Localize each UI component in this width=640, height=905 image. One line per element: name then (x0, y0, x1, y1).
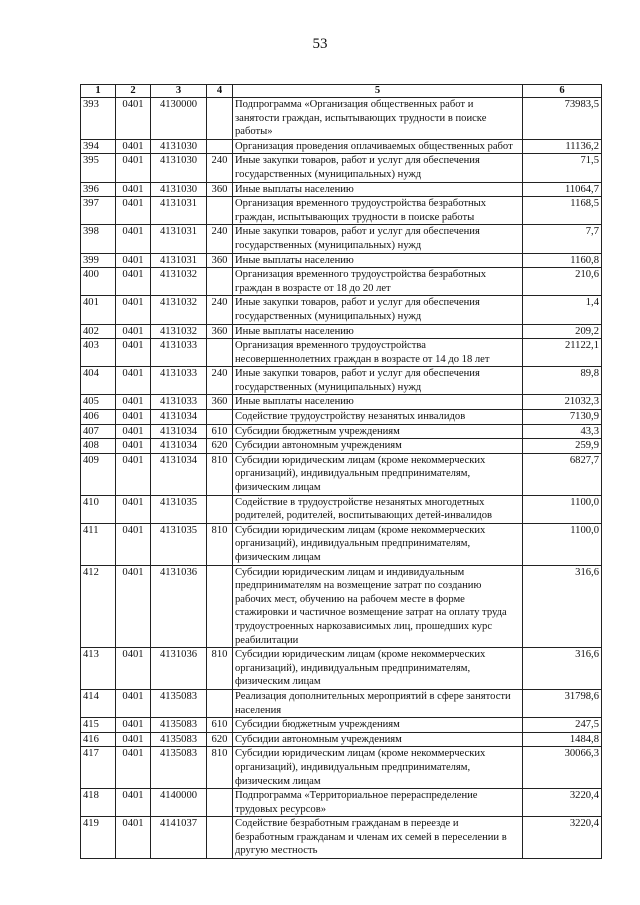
expense-type-code (207, 817, 233, 859)
amount: 1100,0 (523, 523, 602, 565)
item-name: Субсидии юридическим лицам (кроме некоммерческих организаций), индивидуальным предпринимателям, физическим лицам (233, 747, 523, 789)
table-row (81, 225, 602, 253)
item-name: Субсидии бюджетным учреждениям (233, 718, 523, 733)
expense-type-code: 610 (207, 718, 233, 733)
target-article-code: 4131034 (151, 439, 207, 454)
target-article-code: 4141037 (151, 817, 207, 859)
amount: 7130,9 (523, 410, 602, 425)
amount: 209,2 (523, 324, 602, 339)
target-article-code: 4131030 (151, 139, 207, 154)
item-name: Субсидии автономным учреждениям (233, 732, 523, 747)
table-row (81, 817, 602, 859)
table-body (81, 98, 602, 859)
section-code: 0401 (116, 747, 151, 789)
table-row (81, 747, 602, 789)
row-number: 407 (81, 424, 116, 439)
table-row (81, 296, 602, 324)
amount: 316,6 (523, 648, 602, 690)
section-code: 0401 (116, 732, 151, 747)
row-number: 418 (81, 789, 116, 817)
item-name: Иные закупки товаров, работ и услуг для обеспечения государственных (муниципальных) нужд (233, 296, 523, 324)
section-code: 0401 (116, 253, 151, 268)
row-number: 413 (81, 648, 116, 690)
table-row (81, 439, 602, 454)
table-row (81, 395, 602, 410)
table-row (81, 732, 602, 747)
expense-type-code: 360 (207, 395, 233, 410)
table-row (81, 523, 602, 565)
target-article-code: 4131036 (151, 565, 207, 648)
amount: 21032,3 (523, 395, 602, 410)
amount: 30066,3 (523, 747, 602, 789)
amount: 71,5 (523, 154, 602, 182)
item-name: Иные закупки товаров, работ и услуг для обеспечения государственных (муниципальных) нужд (233, 154, 523, 182)
amount: 259,9 (523, 439, 602, 454)
target-article-code: 4131036 (151, 648, 207, 690)
section-code: 0401 (116, 439, 151, 454)
section-code: 0401 (116, 817, 151, 859)
amount: 43,3 (523, 424, 602, 439)
expense-type-code: 240 (207, 296, 233, 324)
row-number: 397 (81, 197, 116, 225)
amount: 1160,8 (523, 253, 602, 268)
expense-type-code: 620 (207, 732, 233, 747)
table-row (81, 268, 602, 296)
row-number: 404 (81, 367, 116, 395)
section-code: 0401 (116, 182, 151, 197)
expense-type-code: 810 (207, 523, 233, 565)
target-article-code: 4131035 (151, 523, 207, 565)
target-article-code: 4131031 (151, 225, 207, 253)
item-name: Подпрограмма «Территориальное перераспределение трудовых ресурсов» (233, 789, 523, 817)
expense-type-code: 360 (207, 253, 233, 268)
item-name: Иные выплаты населению (233, 324, 523, 339)
section-code: 0401 (116, 367, 151, 395)
section-code: 0401 (116, 154, 151, 182)
expense-type-code: 240 (207, 367, 233, 395)
section-code: 0401 (116, 689, 151, 717)
amount: 11064,7 (523, 182, 602, 197)
item-name: Содействие в трудоустройстве незанятых многодетных родителей, родителей, воспитывающих детей-инвалидов (233, 495, 523, 523)
table-row (81, 565, 602, 648)
amount: 3220,4 (523, 817, 602, 859)
item-name: Иные выплаты населению (233, 253, 523, 268)
item-name: Субсидии юридическим лицам и индивидуальным предпринимателям на возмещение затрат по созданию рабочих мест, обучению на рабочем месте в форме стажировки и частичное возмещение затрат на оплату труда трудоустроенных наркозависимых лиц, прошедших курс реабилитации (233, 565, 523, 648)
section-code: 0401 (116, 410, 151, 425)
expense-type-code (207, 268, 233, 296)
item-name: Субсидии юридическим лицам (кроме некоммерческих организаций), индивидуальным предпринимателям, физическим лицам (233, 648, 523, 690)
item-name: Иные выплаты населению (233, 182, 523, 197)
row-number: 419 (81, 817, 116, 859)
table-row (81, 182, 602, 197)
row-number: 399 (81, 253, 116, 268)
target-article-code: 4131030 (151, 154, 207, 182)
expense-type-code: 620 (207, 439, 233, 454)
amount: 1484,8 (523, 732, 602, 747)
header-row (81, 85, 602, 98)
item-name: Субсидии юридическим лицам (кроме некоммерческих организаций), индивидуальным предпринимателям, физическим лицам (233, 523, 523, 565)
item-name: Организация временного трудоустройства несовершеннолетних граждан в возрасте от 14 до 18 лет (233, 339, 523, 367)
section-code: 0401 (116, 424, 151, 439)
amount: 3220,4 (523, 789, 602, 817)
target-article-code: 4130000 (151, 98, 207, 140)
target-article-code: 4131030 (151, 182, 207, 197)
section-code: 0401 (116, 453, 151, 495)
item-name: Организация временного трудоустройства безработных граждан, испытывающих трудности в поиске работы (233, 197, 523, 225)
row-number: 398 (81, 225, 116, 253)
row-number: 403 (81, 339, 116, 367)
expense-type-code (207, 339, 233, 367)
section-code: 0401 (116, 395, 151, 410)
target-article-code: 4131035 (151, 495, 207, 523)
expense-type-code (207, 689, 233, 717)
row-number: 412 (81, 565, 116, 648)
row-number: 400 (81, 268, 116, 296)
section-code: 0401 (116, 324, 151, 339)
target-article-code: 4131034 (151, 424, 207, 439)
target-article-code: 4131032 (151, 296, 207, 324)
section-code: 0401 (116, 648, 151, 690)
item-name: Содействие трудоустройству незанятых инвалидов (233, 410, 523, 425)
section-code: 0401 (116, 495, 151, 523)
expense-type-code: 610 (207, 424, 233, 439)
amount: 210,6 (523, 268, 602, 296)
target-article-code: 4131033 (151, 339, 207, 367)
row-number: 394 (81, 139, 116, 154)
row-number: 406 (81, 410, 116, 425)
item-name: Организация проведения оплачиваемых общественных работ (233, 139, 523, 154)
expense-type-code: 240 (207, 225, 233, 253)
amount: 1,4 (523, 296, 602, 324)
section-code: 0401 (116, 789, 151, 817)
table-row (81, 718, 602, 733)
table-row (81, 424, 602, 439)
expense-type-code (207, 565, 233, 648)
row-number: 405 (81, 395, 116, 410)
table-row (81, 339, 602, 367)
amount: 7,7 (523, 225, 602, 253)
item-name: Реализация дополнительных мероприятий в сфере занятости населения (233, 689, 523, 717)
col-header-2: 2 (116, 85, 151, 98)
amount: 316,6 (523, 565, 602, 648)
amount: 247,5 (523, 718, 602, 733)
section-code: 0401 (116, 197, 151, 225)
expense-type-code (207, 789, 233, 817)
target-article-code: 4135083 (151, 718, 207, 733)
section-code: 0401 (116, 139, 151, 154)
row-number: 415 (81, 718, 116, 733)
row-number: 409 (81, 453, 116, 495)
table-row (81, 154, 602, 182)
item-name: Иные закупки товаров, работ и услуг для обеспечения государственных (муниципальных) нужд (233, 367, 523, 395)
row-number: 396 (81, 182, 116, 197)
section-code: 0401 (116, 565, 151, 648)
section-code: 0401 (116, 718, 151, 733)
section-code: 0401 (116, 225, 151, 253)
row-number: 414 (81, 689, 116, 717)
amount: 31798,6 (523, 689, 602, 717)
section-code: 0401 (116, 523, 151, 565)
expense-type-code: 240 (207, 154, 233, 182)
table-row (81, 324, 602, 339)
expense-type-code: 810 (207, 453, 233, 495)
col-header-3: 3 (151, 85, 207, 98)
table-row (81, 253, 602, 268)
section-code: 0401 (116, 98, 151, 140)
amount: 6827,7 (523, 453, 602, 495)
row-number: 402 (81, 324, 116, 339)
amount: 1168,5 (523, 197, 602, 225)
amount: 73983,5 (523, 98, 602, 140)
budget-table (80, 84, 602, 859)
item-name: Организация временного трудоустройства безработных граждан в возрасте от 18 до 20 лет (233, 268, 523, 296)
item-name: Субсидии бюджетным учреждениям (233, 424, 523, 439)
row-number: 411 (81, 523, 116, 565)
target-article-code: 4140000 (151, 789, 207, 817)
table-row (81, 789, 602, 817)
col-header-6: 6 (523, 85, 602, 98)
target-article-code: 4131033 (151, 367, 207, 395)
expense-type-code: 810 (207, 648, 233, 690)
item-name: Содействие безработным гражданам в переезде и безработным гражданам и членам их семей в переселении в другую местность (233, 817, 523, 859)
expense-type-code (207, 495, 233, 523)
target-article-code: 4131034 (151, 410, 207, 425)
table-row (81, 139, 602, 154)
expense-type-code (207, 410, 233, 425)
item-name: Субсидии юридическим лицам (кроме некоммерческих организаций), индивидуальным предпринимателям, физическим лицам (233, 453, 523, 495)
table-row (81, 98, 602, 140)
col-header-1: 1 (81, 85, 116, 98)
item-name: Иные закупки товаров, работ и услуг для обеспечения государственных (муниципальных) нужд (233, 225, 523, 253)
expense-type-code (207, 98, 233, 140)
target-article-code: 4135083 (151, 747, 207, 789)
table-row (81, 495, 602, 523)
row-number: 416 (81, 732, 116, 747)
section-code: 0401 (116, 339, 151, 367)
row-number: 410 (81, 495, 116, 523)
row-number: 417 (81, 747, 116, 789)
table-header (81, 85, 602, 98)
target-article-code: 4135083 (151, 689, 207, 717)
row-number: 393 (81, 98, 116, 140)
row-number: 401 (81, 296, 116, 324)
item-name: Подпрограмма «Организация общественных работ и занятости граждан, испытывающих трудности в поиске работы» (233, 98, 523, 140)
table-row (81, 689, 602, 717)
col-header-4: 4 (207, 85, 233, 98)
col-header-5: 5 (233, 85, 523, 98)
expense-type-code: 360 (207, 324, 233, 339)
target-article-code: 4131032 (151, 324, 207, 339)
target-article-code: 4135083 (151, 732, 207, 747)
row-number: 408 (81, 439, 116, 454)
table-row (81, 648, 602, 690)
table-row (81, 453, 602, 495)
expense-type-code (207, 139, 233, 154)
section-code: 0401 (116, 268, 151, 296)
page-number: 53 (312, 36, 328, 52)
target-article-code: 4131034 (151, 453, 207, 495)
section-code: 0401 (116, 296, 151, 324)
item-name: Субсидии автономным учреждениям (233, 439, 523, 454)
table-row (81, 410, 602, 425)
amount: 21122,1 (523, 339, 602, 367)
expense-type-code: 810 (207, 747, 233, 789)
item-name: Иные выплаты населению (233, 395, 523, 410)
target-article-code: 4131033 (151, 395, 207, 410)
amount: 11136,2 (523, 139, 602, 154)
row-number: 395 (81, 154, 116, 182)
expense-type-code (207, 197, 233, 225)
amount: 1100,0 (523, 495, 602, 523)
table-row (81, 197, 602, 225)
target-article-code: 4131032 (151, 268, 207, 296)
target-article-code: 4131031 (151, 253, 207, 268)
expense-type-code: 360 (207, 182, 233, 197)
amount: 89,8 (523, 367, 602, 395)
target-article-code: 4131031 (151, 197, 207, 225)
table-row (81, 367, 602, 395)
